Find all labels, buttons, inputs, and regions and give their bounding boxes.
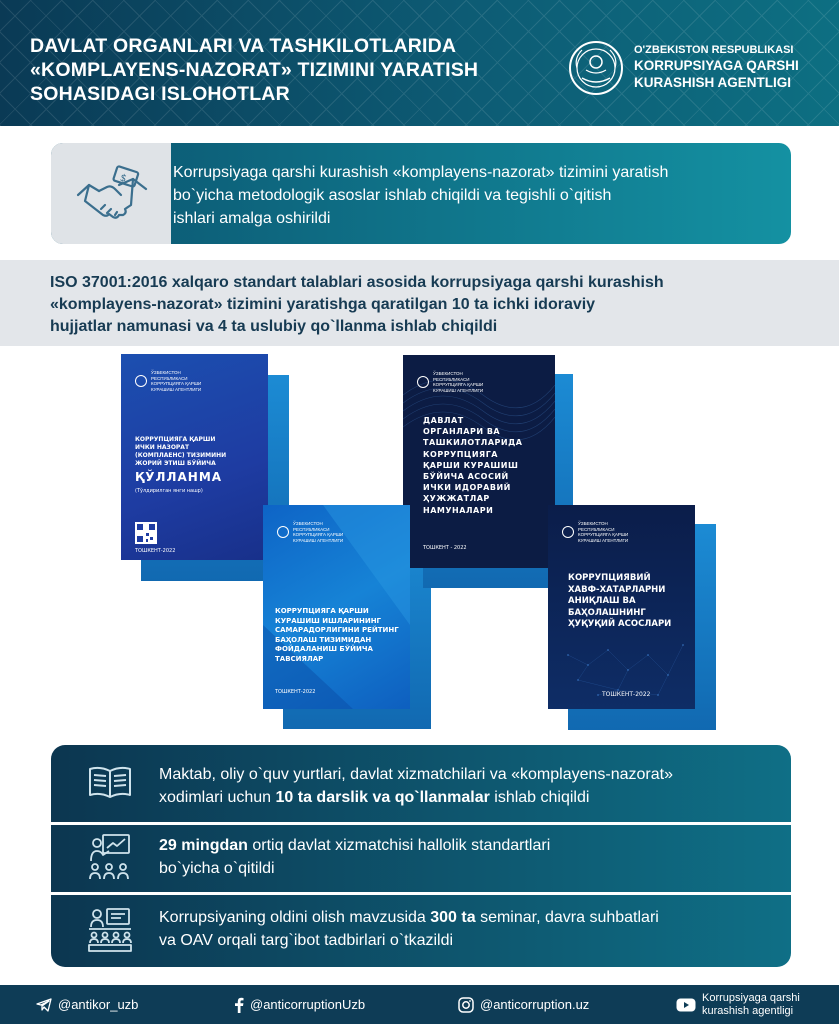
book-cover-rating [263,505,410,709]
qr-code-icon [135,522,157,544]
emblem-icon [277,526,289,538]
emblem-icon [562,526,574,538]
book-logo-text: ЎЗБЕКИСТОН РЕСПУБЛИКАСИ КОРРУПЦИЯГА ҚАРШИ КУРАШИШ АГЕНТЛИГИ [151,370,202,392]
header-banner [0,0,839,126]
youtube-link[interactable] [676,985,800,1024]
methodology-text [173,161,783,230]
fact-text [159,834,779,880]
telegram-handle: @antikor_uzb [58,997,139,1012]
book-title-line: ИЧКИ ИДОРАВИЙ [423,483,511,493]
book-logo-text: ЎЗБЕКИСТОН РЕСПУБЛИКАСИ КОРРУПЦИЯГА ҚАРШИ КУРАШИШ АГЕНТЛИГИ [433,371,484,393]
emblem-icon [135,375,147,387]
book-title-line: БЎЙИЧА АСОСИЙ [423,472,509,482]
fact-text [159,763,779,809]
book-title [275,607,399,665]
fact-text-part: ishlab chiqildi [489,789,590,806]
fact-line: bo`yicha o`qitildi [159,860,275,877]
fact-row-textbooks [51,745,791,822]
text-line: hujjatlar namunasi va 4 ta uslubiy qo`llanma ishlab chiqildi [50,318,498,335]
book-title-line: ҚАРШИ КУРАШИШ [423,460,519,470]
footer [0,985,839,1024]
instagram-icon [458,997,474,1013]
fact-highlight: 10 ta darslik va qo`llanmalar [275,789,490,806]
book-title [135,436,226,468]
facebook-icon [234,997,244,1013]
book-title-line: НАМУНАЛАРИ [423,505,494,515]
book-title-line: ЖОРИЙ ЭТИШ БЎЙИЧА [135,460,216,467]
book-big-title: ҚЎЛЛАНМА [135,470,223,484]
telegram-link[interactable] [36,985,138,1024]
book-title-line: ХАВФ-ХАТАРЛАРНИ [568,584,666,595]
fact-line [159,786,779,809]
book-title [568,573,671,631]
text-line: bo`yicha metodologik asoslar ishlab chiqildi va tegishli o`qitish [173,187,612,204]
book-title-line: ҲУҚУҚИЙ АСОСЛАРИ [568,619,672,629]
facts-panel [51,745,791,967]
book-logo [417,371,493,393]
fact-line: Maktab, oliy o`quv yurtlari, davlat xizmatchilari va «komplayens-nazorat» [159,766,673,783]
book-cover-risks [548,505,695,709]
telegram-icon [36,998,52,1012]
agency-name [634,43,799,91]
icon-box [51,143,171,244]
text-line: «komplayens-nazorat» tizimini yaratishga qaratilgan 10 ta ichki idoraviy [50,296,596,313]
agency-line: KORRUPSIYAGA QARSHI [634,58,799,73]
fact-text-part: ortiq davlat xizmatchisi hallolik standartlari [247,837,551,854]
iso-standard-text [50,272,830,338]
facebook-link[interactable] [234,985,365,1024]
text-line: Korrupsiyaga qarshi kurashish «komplayens-nazorat» tizimini yaratish [173,164,669,181]
svg-text:$: $ [118,172,128,185]
iso-standard-band [0,260,839,346]
state-emblem-icon [568,40,624,96]
book-title-line: КОРРУПЦИЯГА ҚАРШИ [135,436,216,443]
book-logo-text: ЎЗБЕКИСТОН РЕСПУБЛИКАСИ КОРРУПЦИЯГА ҚАРШИ КУРАШИШ АГЕНТЛИГИ [578,521,629,543]
fact-text-part: Korrupsiyaning oldini olish mavzusida [159,909,431,926]
fact-line [159,834,779,857]
book-title-line: ФОЙДАЛАНИШ БЎЙИЧА [275,645,373,654]
book-title-line: ҲУЖЖАТЛАР [423,494,490,504]
title-line: DAVLAT ORGANLARI VA TASHKILOTLARIDA [30,35,457,57]
text-line: ISO 37001:2016 xalqaro standart talablari asosida korrupsiyaga qarshi kurashish [50,274,664,291]
handshake-icon [75,165,149,223]
agency-line: O'ZBEKISTON RESPUBLIKASI [634,44,794,56]
book-title-line: ОРГАНЛАРИ ВА [423,427,501,437]
fact-text-part: seminar, davra suhbatlari [475,909,659,926]
agency-line: KURASHISH AGENTLIGI [634,75,792,90]
methodology-card [51,143,791,244]
book-title-line: ТАШКИЛОТЛАРИДА [423,438,523,448]
book-footer: ТОШКЕНТ-2022 [602,691,651,698]
book-cover-documents [403,355,555,568]
book-title-line: АНИҚЛАШ ВА [568,596,636,606]
book-title-line: КОРРУПЦИЯГА [423,449,498,459]
book-title-line: КУРАШИШ ИШЛАРИНИНГ [275,616,382,625]
fact-highlight: 300 ta [430,909,476,926]
book-logo-text: ЎЗБЕКИСТОН РЕСПУБЛИКАСИ КОРРУПЦИЯГА ҚАРШИ КУРАШИШ АГЕНТЛИГИ [293,521,344,543]
text-line: ishlari amalga oshirildi [173,210,331,227]
open-book-icon [87,765,133,801]
fact-text [159,906,779,952]
book-footer: ТОШКЕНТ-2022 [275,689,316,695]
book-title-line: ИЧКИ НАЗОРАТ [135,444,190,451]
book-subtitle: (Тўлдирилган янги нашр) [135,488,203,494]
book-title-line: ДАВЛАТ [423,416,464,425]
fact-line [159,906,779,929]
facebook-handle: @anticorruptionUzb [250,997,366,1012]
youtube-line: Korrupsiyaga qarshi [702,991,800,1004]
book-footer: ТОШКЕНТ - 2022 [423,545,467,551]
book-cover-manual [121,354,268,560]
book-title-line: БАҲОЛАШ ТИЗИМИДАН [275,635,372,644]
emblem-icon [417,376,429,388]
youtube-icon [676,998,696,1012]
book-title-line: ТАВСИЯЛАР [275,654,324,663]
book-logo [135,370,211,392]
fact-highlight: 29 mingdan [159,837,248,854]
youtube-line: kurashish agentligi [702,1004,794,1017]
title-line: «KOMPLAYENS-NAZORAT» TIZIMINI YARATISH [30,59,479,81]
book-title-line: КОРРУПЦИЯВИЙ [568,573,651,583]
book-title-line: (КОМПЛАЕНС) ТИЗИМИНИ [135,452,227,459]
seminar-icon [87,907,133,953]
instagram-handle: @anticorruption.uz [480,997,590,1012]
instagram-link[interactable] [458,985,589,1024]
book-title-line: САМАРАДОРЛИГИНИ РЕЙТИНГ [275,626,399,635]
book-title [423,415,522,516]
page-title [30,34,570,106]
book-title-line: КОРРУПЦИЯГА ҚАРШИ [275,607,369,615]
fact-row-trained [51,825,791,892]
book-title-line: БАҲОЛАШНИНГ [568,607,646,618]
fact-line: va OAV orqali targ`ibot tadbirlari o`tkazildi [159,932,454,949]
book-logo [562,521,638,543]
title-line: SOHASIDAGI ISLOHOTLAR [30,83,290,105]
book-footer: ТОШКЕНТ-2022 [135,548,176,554]
book-logo [277,521,353,543]
fact-text-part: xodimlari uchun [159,789,276,806]
fact-row-seminars [51,895,791,967]
presentation-icon [87,833,131,883]
youtube-channel [702,992,800,1018]
